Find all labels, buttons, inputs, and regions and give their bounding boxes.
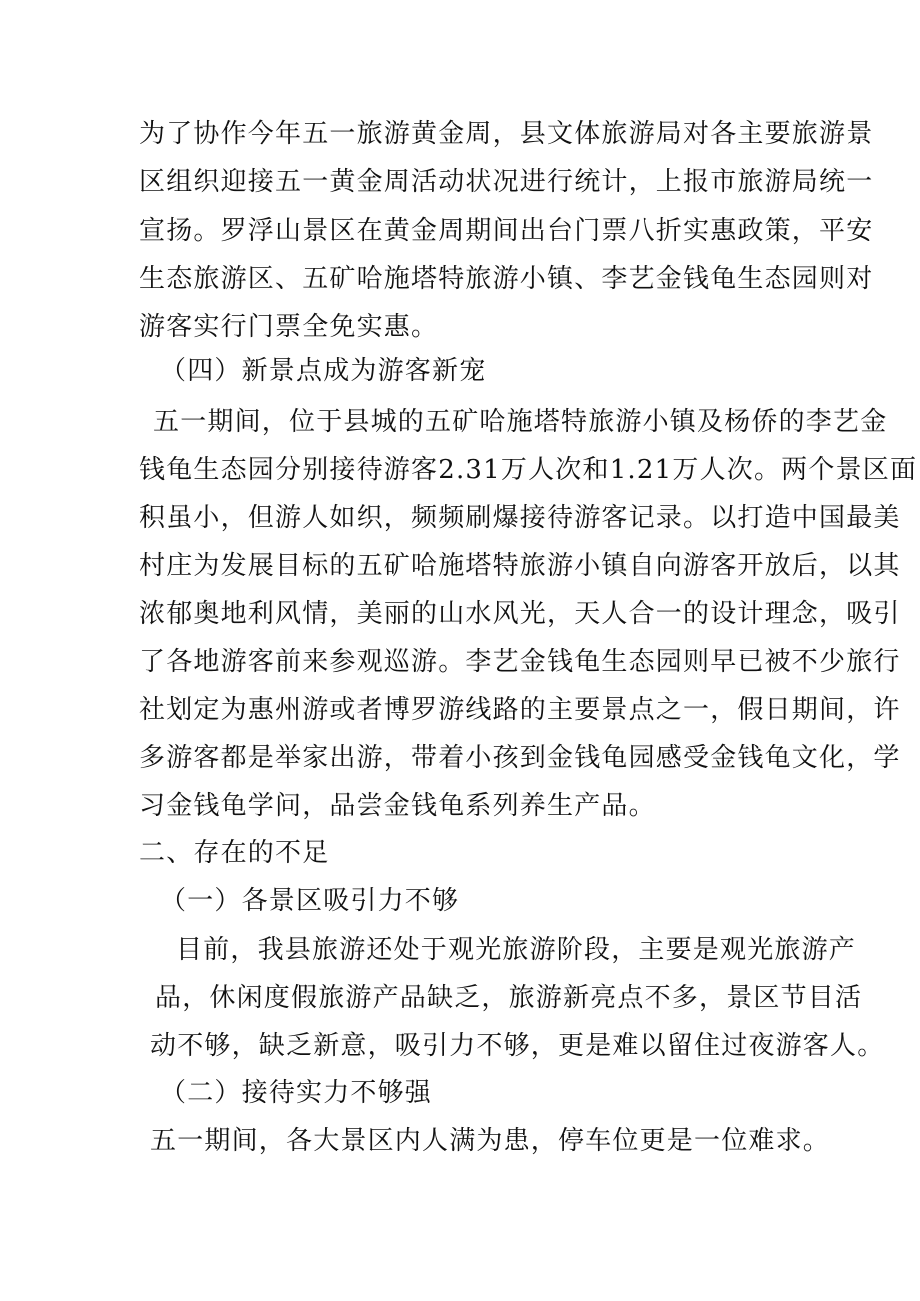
- paragraph-2-line-9: 习金钱龟学问，品尝金钱龟系列养生产品。: [139, 791, 656, 821]
- paragraph-3-line-3: 动不够，缺乏新意，吸引力不够，更是难以留住过夜游客人。: [150, 1031, 885, 1061]
- paragraph-2-line-8: 多游客都是举家出游，带着小孩到金钱龟园感受金钱龟文化，学: [139, 743, 901, 773]
- paragraph-2-line-2: 钱龟生态园分别接待游客2.31万人次和1.21万人次。两个景区面: [139, 455, 918, 485]
- paragraph-2-line-4: 村庄为发展目标的五矿哈施塔特旅游小镇自向游客开放后，以其: [139, 551, 901, 581]
- paragraph-2-line-1: 五一期间，位于县城的五矿哈施塔特旅游小镇及杨侨的李艺金: [153, 407, 888, 437]
- paragraph-2-line-6: 了各地游客前来参观巡游。李艺金钱龟生态园则早已被不少旅行: [139, 647, 901, 677]
- heading-attraction-insufficient: （一）各景区吸引力不够: [160, 886, 460, 916]
- paragraph-2-line-3: 积虽小，但游人如织，频频刷爆接待游客记录。以打造中国最美: [139, 503, 901, 533]
- paragraph-1-line-4: 生态旅游区、五矿哈施塔特旅游小镇、李艺金钱龟生态园则对: [139, 264, 874, 294]
- paragraph-3-line-1: 目前，我县旅游还处于观光旅游阶段，主要是观光旅游产: [176, 935, 857, 965]
- paragraph-3-line-2: 品，休闲度假旅游产品缺乏，旅游新亮点不多，景区节目活: [155, 983, 863, 1013]
- paragraph-1-line-3: 宣扬。罗浮山景区在黄金周期间出台门票八折实惠政策，平安: [139, 216, 874, 246]
- paragraph-1-line-2: 区组织迎接五一黄金周活动状况进行统计，上报市旅游局统一: [139, 167, 874, 197]
- heading-reception-capacity: （二）接待实力不够强: [160, 1078, 433, 1108]
- heading-new-attractions: （四）新景点成为游客新宠: [160, 356, 487, 386]
- paragraph-4-line-1: 五一期间，各大景区内人满为患，停车位更是一位难求。: [150, 1126, 831, 1156]
- paragraph-1-line-1: 为了协作今年五一旅游黄金周，县文体旅游局对各主要旅游景: [139, 119, 874, 149]
- section-shortcomings-title: 二、存在的不足: [139, 838, 330, 868]
- paragraph-1-line-5: 游客实行门票全免实惠。: [139, 312, 439, 342]
- paragraph-2-line-7: 社划定为惠州游或者博罗游线路的主要景点之一，假日期间，许: [139, 695, 901, 725]
- paragraph-2-line-5: 浓郁奥地利风情，美丽的山水风光，天人合一的设计理念，吸引: [139, 599, 901, 629]
